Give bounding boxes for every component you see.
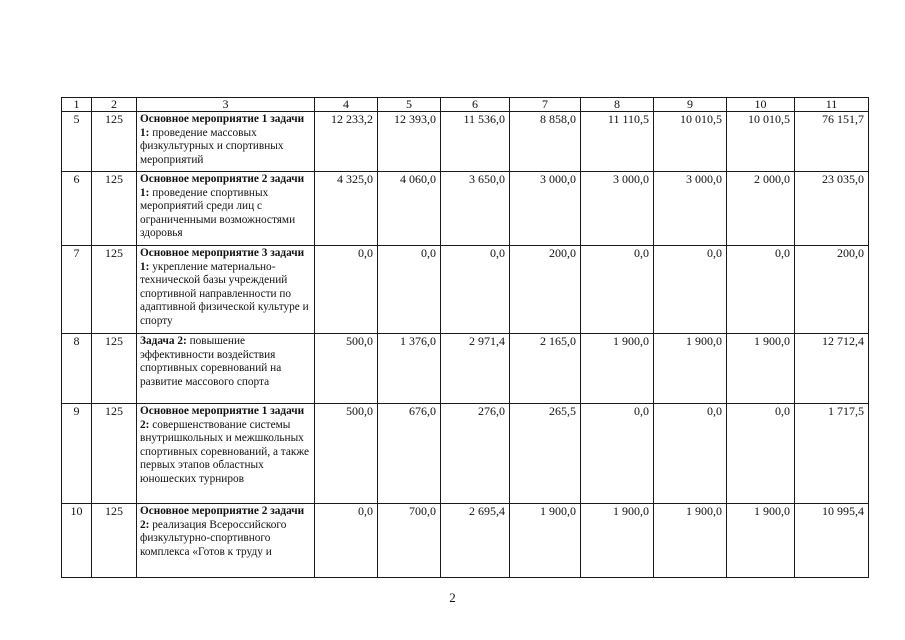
value-cell: 0,0 xyxy=(727,246,795,334)
table-row xyxy=(62,404,869,504)
col-header: 7 xyxy=(510,98,581,112)
col-header: 9 xyxy=(654,98,727,112)
col-header: 2 xyxy=(92,98,137,112)
description-text: проведение спортивных мероприятий среди лиц с ограниченными возможностями здоровья xyxy=(140,186,296,240)
value-cell: 23 035,0 xyxy=(795,172,869,246)
row-number-cell: 5 xyxy=(62,112,92,172)
col-header: 1 xyxy=(62,98,92,112)
description-cell xyxy=(137,404,315,504)
value-cell: 1 900,0 xyxy=(654,504,727,578)
code-cell: 125 xyxy=(92,504,137,578)
row-number-cell: 8 xyxy=(62,334,92,404)
col-header: 8 xyxy=(581,98,654,112)
value-cell: 4 060,0 xyxy=(378,172,441,246)
col-header: 10 xyxy=(727,98,795,112)
value-cell: 3 000,0 xyxy=(654,172,727,246)
value-cell: 4 325,0 xyxy=(315,172,378,246)
code-cell: 125 xyxy=(92,404,137,504)
value-cell: 1 900,0 xyxy=(727,334,795,404)
value-cell: 10 995,4 xyxy=(795,504,869,578)
row-number-cell: 10 xyxy=(62,504,92,578)
value-cell: 1 900,0 xyxy=(727,504,795,578)
description-heading: Основное мероприятие 3 задачи 1: xyxy=(140,247,305,273)
value-cell: 3 650,0 xyxy=(441,172,510,246)
col-header: 4 xyxy=(315,98,378,112)
page-number: 2 xyxy=(449,590,456,605)
description-cell xyxy=(137,172,315,246)
description-cell xyxy=(137,112,315,172)
value-cell: 700,0 xyxy=(378,504,441,578)
value-cell: 12 712,4 xyxy=(795,334,869,404)
table-body xyxy=(62,98,869,578)
row-number-cell: 6 xyxy=(62,172,92,246)
value-cell: 2 165,0 xyxy=(510,334,581,404)
column-number-row xyxy=(62,98,869,112)
description-cell xyxy=(137,246,315,334)
description-text: повышение эффективности воздействия спортивных соревнований на развитие массового спорта xyxy=(140,335,282,388)
value-cell: 276,0 xyxy=(441,404,510,504)
value-cell: 0,0 xyxy=(727,404,795,504)
value-cell: 676,0 xyxy=(378,404,441,504)
code-cell: 125 xyxy=(92,112,137,172)
value-cell: 0,0 xyxy=(654,246,727,334)
row-number-cell: 7 xyxy=(62,246,92,334)
value-cell: 11 110,5 xyxy=(581,112,654,172)
value-cell: 8 858,0 xyxy=(510,112,581,172)
value-cell: 0,0 xyxy=(441,246,510,334)
code-cell: 125 xyxy=(92,172,137,246)
value-cell: 10 010,5 xyxy=(654,112,727,172)
value-cell: 0,0 xyxy=(315,246,378,334)
description-heading: Основное мероприятие 1 задачи 2: xyxy=(140,405,305,431)
value-cell: 0,0 xyxy=(315,504,378,578)
value-cell: 1 900,0 xyxy=(510,504,581,578)
row-number-cell: 9 xyxy=(62,404,92,504)
value-cell: 1 900,0 xyxy=(654,334,727,404)
value-cell: 12 393,0 xyxy=(378,112,441,172)
description-heading: Основное мероприятие 2 задачи 1: xyxy=(140,173,305,199)
description-heading: Основное мероприятие 1 задачи 1: xyxy=(140,113,305,139)
code-cell: 125 xyxy=(92,246,137,334)
value-cell: 1 376,0 xyxy=(378,334,441,404)
description-text: реализация Всероссийского физкультурно-спортивного комплекса «Готов к труду и xyxy=(140,518,287,558)
value-cell: 500,0 xyxy=(315,334,378,404)
value-cell: 2 695,4 xyxy=(441,504,510,578)
value-cell: 200,0 xyxy=(795,246,869,334)
table-row xyxy=(62,334,869,404)
col-header: 3 xyxy=(137,98,315,112)
value-cell: 12 233,2 xyxy=(315,112,378,172)
value-cell: 0,0 xyxy=(581,404,654,504)
description-text: укрепление материально-технической базы учреждений спортивной направленности по адаптивной физической культуре и спорту xyxy=(140,260,309,327)
value-cell: 3 000,0 xyxy=(581,172,654,246)
value-cell: 3 000,0 xyxy=(510,172,581,246)
value-cell: 200,0 xyxy=(510,246,581,334)
value-cell: 10 010,5 xyxy=(727,112,795,172)
value-cell: 11 536,0 xyxy=(441,112,510,172)
table-row xyxy=(62,112,869,172)
value-cell: 0,0 xyxy=(378,246,441,334)
col-header: 5 xyxy=(378,98,441,112)
value-cell: 2 000,0 xyxy=(727,172,795,246)
budget-table xyxy=(61,97,869,578)
value-cell: 0,0 xyxy=(654,404,727,504)
col-header: 6 xyxy=(441,98,510,112)
value-cell: 1 900,0 xyxy=(581,334,654,404)
value-cell: 76 151,7 xyxy=(795,112,869,172)
description-heading: Задача 2: xyxy=(140,335,187,347)
description-cell xyxy=(137,504,315,578)
description-text: совершенствование системы внутришкольных и межшкольных спортивных соревнований, а также первых этапов областных юношеских турниров xyxy=(140,418,310,485)
table-row xyxy=(62,504,869,578)
value-cell: 500,0 xyxy=(315,404,378,504)
description-text: проведение массовых физкультурных и спортивных мероприятий xyxy=(140,126,284,166)
table-row xyxy=(62,172,869,246)
value-cell: 1 900,0 xyxy=(581,504,654,578)
value-cell: 2 971,4 xyxy=(441,334,510,404)
value-cell: 1 717,5 xyxy=(795,404,869,504)
table-row xyxy=(62,246,869,334)
value-cell: 265,5 xyxy=(510,404,581,504)
col-header: 11 xyxy=(795,98,869,112)
code-cell: 125 xyxy=(92,334,137,404)
value-cell: 0,0 xyxy=(581,246,654,334)
description-heading: Основное мероприятие 2 задачи 2: xyxy=(140,505,305,531)
description-cell xyxy=(137,334,315,404)
